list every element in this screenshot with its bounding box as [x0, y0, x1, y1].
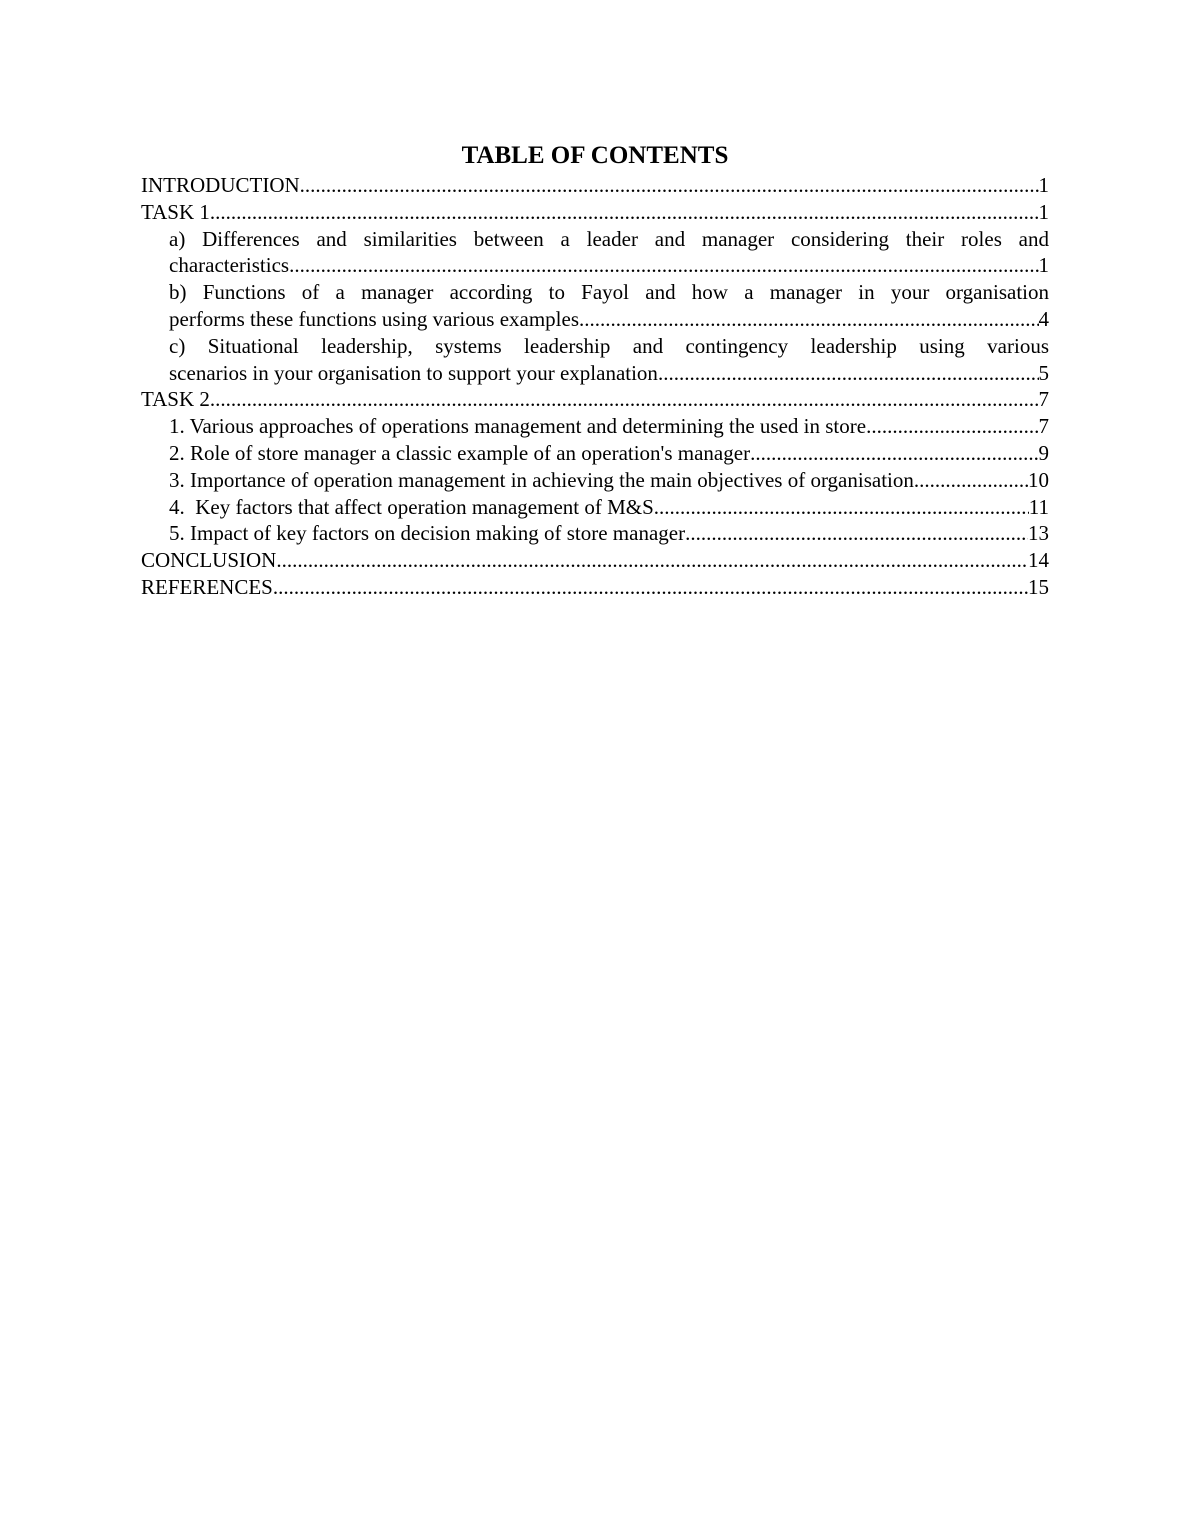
dot-leader: [685, 520, 1028, 547]
toc-entry-task-1c[interactable]: [141, 333, 1049, 387]
toc-page-number: 7: [1038, 387, 1049, 412]
toc-entry-task-2-2[interactable]: [141, 440, 1049, 467]
toc-page-number: 14: [1028, 548, 1049, 573]
toc-entry-task-2-4[interactable]: [141, 494, 1049, 521]
toc-page-number: 7: [1038, 414, 1049, 439]
toc-entry-text: performs these functions using various examples: [169, 306, 579, 331]
dot-leader: [210, 199, 1039, 226]
toc-entry-task-2-1[interactable]: [141, 413, 1049, 440]
toc-entry-text: TASK 2: [141, 387, 210, 412]
toc-entry-references[interactable]: [141, 574, 1049, 601]
toc-entry-text: 5. Impact of key factors on decision making of store manager: [169, 521, 686, 546]
dot-leader: [276, 547, 1028, 574]
toc-title: TABLE OF CONTENTS: [461, 142, 729, 169]
toc-page-number: 4: [1038, 306, 1049, 331]
toc-entry-task-1a[interactable]: [141, 226, 1049, 280]
dot-leader: [210, 386, 1039, 413]
toc-page-number: 5: [1038, 360, 1049, 385]
dot-leader: [579, 306, 1039, 333]
toc-page-number: 1: [1038, 199, 1049, 224]
toc-entry-task-2[interactable]: [141, 386, 1049, 413]
dot-leader: [273, 574, 1028, 601]
toc-page-number: 13: [1028, 521, 1049, 546]
dot-leader: [750, 440, 1038, 467]
dot-leader: [654, 494, 1029, 521]
toc-page-number: 11: [1028, 494, 1049, 519]
toc-entry-text: 4. Key factors that affect operation management of M&S: [169, 494, 654, 519]
dot-leader: [289, 252, 1038, 279]
toc-page-number: 15: [1028, 574, 1049, 599]
toc-entry-text: characteristics: [169, 253, 290, 278]
toc-page-number: 10: [1028, 467, 1049, 492]
dot-leader: [914, 467, 1028, 494]
toc-entry-text: 1. Various approaches of operations management and determining the used in store: [169, 414, 867, 439]
toc-list: [141, 172, 1049, 601]
toc-page-number: 1: [1038, 253, 1049, 278]
toc-entry-task-2-5[interactable]: [141, 520, 1049, 547]
toc-entry-introduction[interactable]: [141, 172, 1049, 199]
table-of-contents: [141, 140, 1049, 601]
toc-entry-text-line1: b) Functions of a manager according to Fayol and how a manager in your organisation: [169, 280, 1049, 305]
toc-entry-text-line1: c) Situational leadership, systems leadership and contingency leadership using various: [169, 333, 1049, 358]
toc-page-number: 9: [1038, 440, 1049, 465]
toc-entry-text: REFERENCES: [141, 574, 273, 599]
toc-entry-text: TASK 1: [141, 199, 210, 224]
toc-entry-text: INTRODUCTION: [141, 173, 300, 197]
toc-entry-text: CONCLUSION: [141, 548, 277, 573]
toc-entry-text: 2. Role of store manager a classic example of an operation's manager: [169, 440, 751, 465]
toc-entry-conclusion[interactable]: [141, 547, 1049, 574]
dot-leader: [300, 172, 1039, 199]
toc-entry-text: 3. Importance of operation management in achieving the main objectives of organisation: [169, 467, 914, 492]
toc-entry-text: scenarios in your organisation to support your explanation: [169, 360, 658, 385]
dot-leader: [658, 360, 1039, 387]
toc-entry-task-1[interactable]: [141, 199, 1049, 226]
toc-entry-task-2-3[interactable]: [141, 467, 1049, 494]
toc-entry-text-line1: a) Differences and similarities between a leader and manager considering their roles and: [169, 226, 1049, 251]
toc-page-number: 1: [1038, 173, 1049, 197]
dot-leader: [866, 413, 1038, 440]
toc-entry-task-1b[interactable]: [141, 279, 1049, 333]
